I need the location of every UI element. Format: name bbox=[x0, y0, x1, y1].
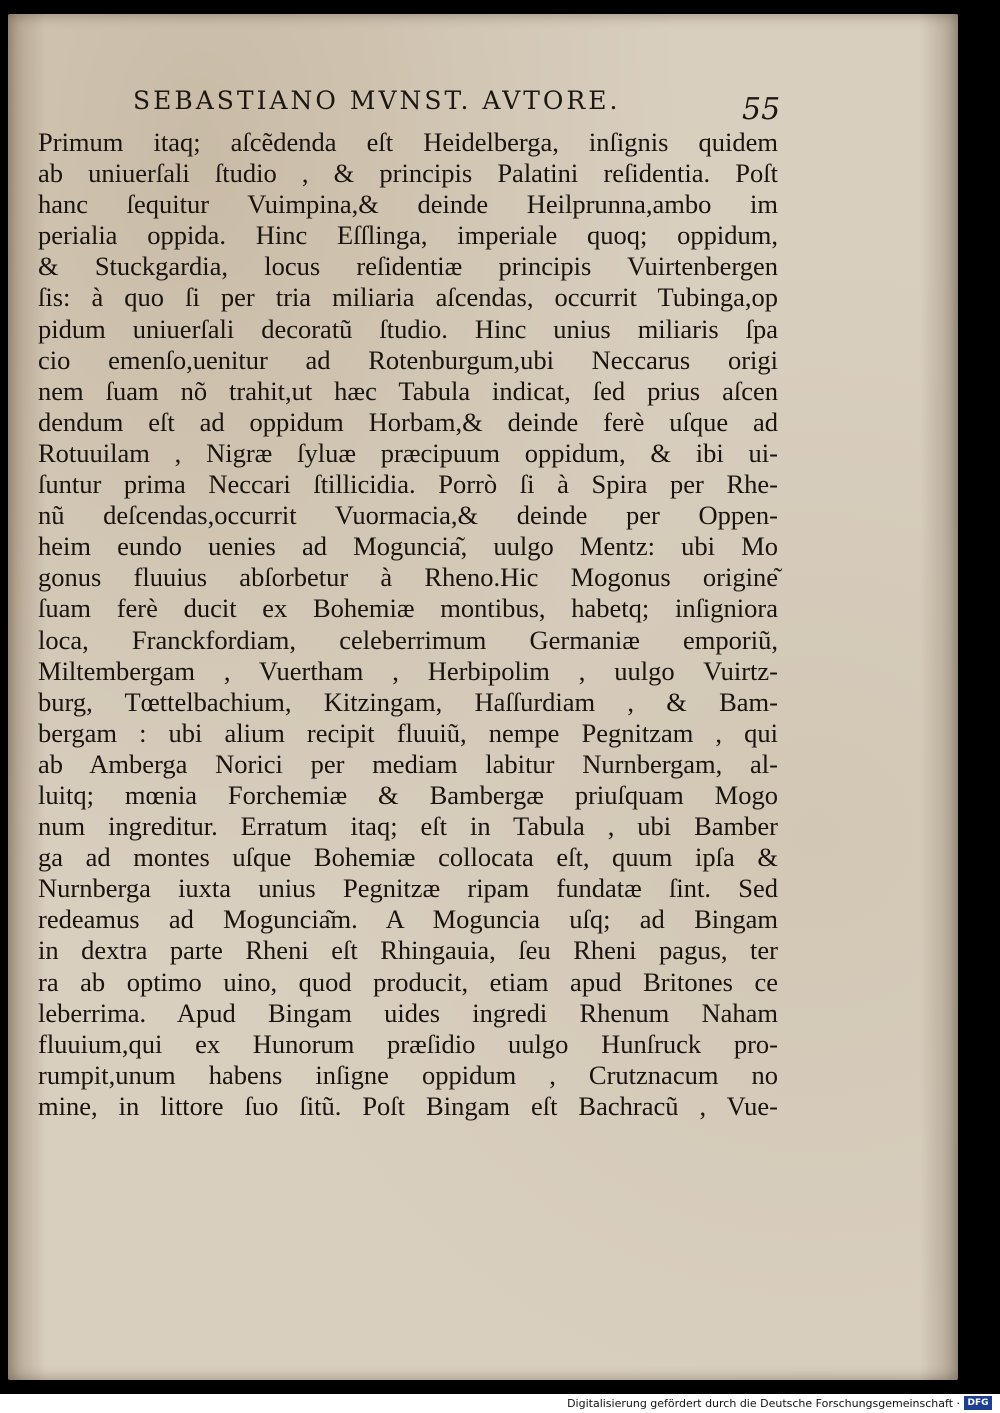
text-line: in dextra parte Rheni eſt Rhingauia, ſeu Rheni pagus, ter bbox=[38, 935, 778, 966]
text-line: ſuam ferè ducit ex Bohemiæ montibus, habetq; inſigniora bbox=[38, 593, 778, 624]
running-title: SEBASTIANO MVNST. AVTORE. bbox=[133, 86, 621, 115]
text-line: mine, in littore ſuo ſitũ. Poſt Bingam eſt Bachracũ , Vue- bbox=[38, 1090, 778, 1121]
text-line: gonus fluuius abſorbetur à Rheno.Hic Mogonus origine͂ bbox=[38, 562, 778, 593]
body-text bbox=[38, 127, 778, 1122]
text-line: Rotuuilam , Nigræ ſyluæ præcipuum oppidum, & ibi ui- bbox=[38, 437, 778, 468]
text-line: ga ad montes uſque Bohemiæ collocata eſt, quum ipſa & bbox=[38, 842, 778, 873]
dfg-logo: DFG bbox=[964, 1396, 992, 1410]
text-line: nem ſuam nõ trahit,ut hæc Tabula indicat, ſed prius aſcen bbox=[38, 375, 778, 406]
text-line: dendum eſt ad oppidum Horbam,& deinde ferè uſque ad bbox=[38, 406, 778, 437]
text-line: ſis: à quo ſi per tria miliaria aſcendas, occurrit Tubinga,op bbox=[38, 282, 778, 313]
text-line: hanc ſequitur Vuimpina,& deinde Heilprunna,ambo im bbox=[38, 189, 778, 220]
text-line: cio emenſo,uenitur ad Rotenburgum,ubi Neccarus origi bbox=[38, 344, 778, 375]
text-line: ab uniuerſali ſtudio , & principis Palatini reſidentia. Poſt bbox=[38, 158, 778, 189]
text-line: loca, Franckfordiam, celeberrimum Germaniæ emporiũ, bbox=[38, 624, 778, 655]
text-line: fluuium,qui ex Hunorum præſidio uulgo Hunſruck pro- bbox=[38, 1028, 778, 1059]
text-line: redeamus ad Moguncia͂m. A Moguncia uſq; ad Bingam bbox=[38, 904, 778, 935]
text-line: Nurnberga iuxta unius Pegnitzæ ripam fundatæ ſint. Sed bbox=[38, 873, 778, 904]
page-number: 55 bbox=[742, 92, 781, 127]
text-line: pidum uniuerſali decoratũ ſtudio. Hinc unius miliaris ſpa bbox=[38, 313, 778, 344]
text-line: Primum itaq; aſcẽdenda eſt Heidelberga, inſignis quidem bbox=[38, 127, 778, 157]
text-line: perialia oppida. Hinc Eſſlinga, imperiale quoq; oppidum, bbox=[38, 220, 778, 251]
text-line: & Stuckgardia, locus reſidentiæ principis Vuirtenbergen bbox=[38, 251, 778, 282]
text-line: ſuntur prima Neccari ſtillicidia. Porrò ſi à Spira per Rhe- bbox=[38, 469, 778, 500]
text-line: luitq; mœnia Forchemiæ & Bambergæ priuſquam Mogo bbox=[38, 779, 778, 810]
text-line: num ingreditur. Erratum itaq; eſt in Tabula , ubi Bamber bbox=[38, 811, 778, 842]
funding-credit: Digitalisierung gefördert durch die Deutsche Forschungsgemeinschaft · bbox=[567, 1397, 960, 1410]
text-line: heim eundo uenies ad Moguncia͂, uulgo Mentz: ubi Mo bbox=[38, 531, 778, 562]
text-line: nũ deſcendas,occurrit Vuormacia,& deinde per Oppen- bbox=[38, 500, 778, 531]
text-line: ra ab optimo uino, quod producit, etiam apud Britones ce bbox=[38, 966, 778, 997]
text-line: bergam : ubi alium recipit fluuiũ, nempe Pegnitzam , qui bbox=[38, 717, 778, 748]
text-line: ab Amberga Norici per mediam labitur Nurnbergam, al- bbox=[38, 748, 778, 779]
text-line: leberrima. Apud Bingam uides ingredi Rhenum Naham bbox=[38, 997, 778, 1028]
text-line: burg, Tœttelbachium, Kitzingam, Haſſurdiam , & Bam- bbox=[38, 686, 778, 717]
text-line: rumpit,unum habens inſigne oppidum , Crutznacum no bbox=[38, 1059, 778, 1090]
text-line: Miltembergam , Vuertham , Herbipolim , uulgo Vuirtz- bbox=[38, 655, 778, 686]
